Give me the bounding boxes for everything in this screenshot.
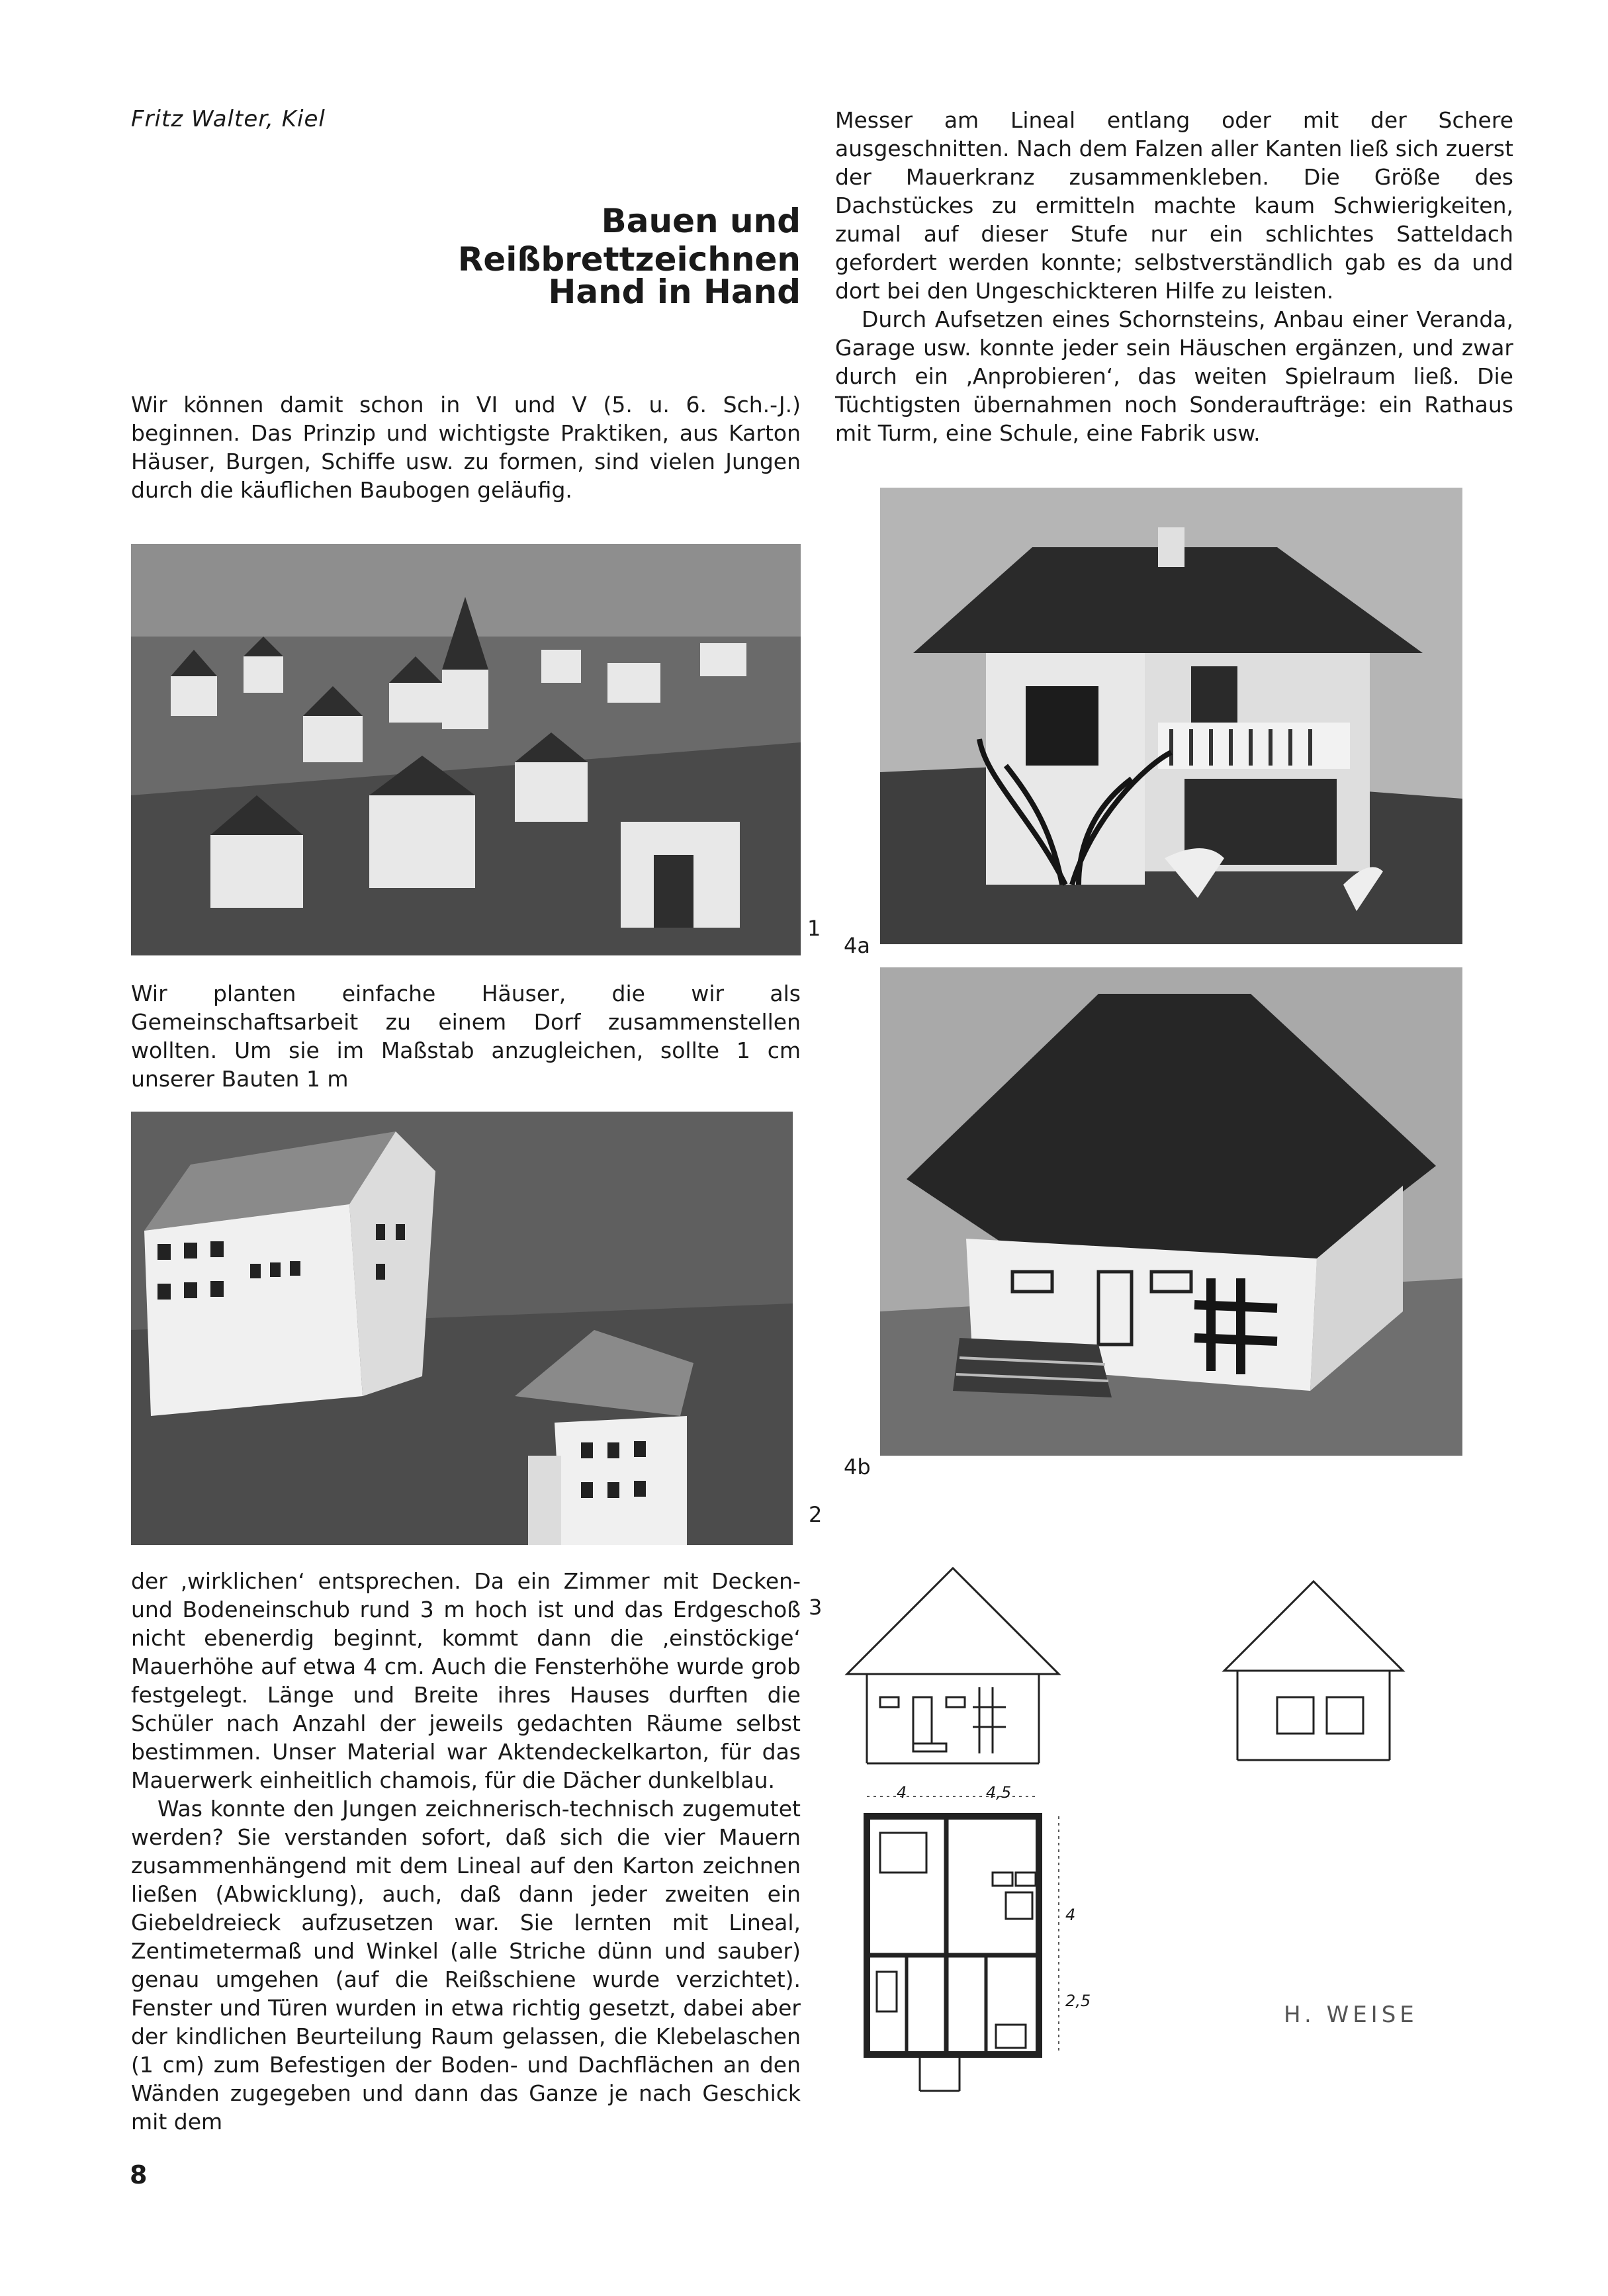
elevation-roof-front: [847, 1568, 1059, 1674]
lower-paragraph-2: Was konnte den Jungen zeichnerisch-technisch zugemutet werden? Sie verstanden sofort, daß sich die vier Mauern zusammenhängend mit dem Lineal auf den Karton zeichnen ließen (Abwicklung), auch, daß dann jeder zweiten ein Giebeldreieck aufzusetzen war. Sie lernten mit Lineal, Zentimetermaß und Winkel (alle Striche dünn und sauber) genau umgehen (auf die Reißschiene wurde verzichtet). Fenster und Türen wurden in etwa richtig gesetzt, dabei aber der kindlichen Beurteilung Raum gelassen, die Klebelaschen (1 cm) zum Befestigen der Boden- und Dachflächen an den Wänden zugegeben und dann das Ganze je nach Geschick mit dem: [131, 1796, 801, 2135]
lower-left-text: [131, 1567, 801, 2136]
figure-label-4a: 4a: [844, 933, 870, 958]
page-number: 8: [130, 2160, 148, 2189]
dimension-width-left: 4: [897, 1783, 907, 1802]
lower-paragraph-1: der ‚wirklichen‘ entsprechen. Da ein Zimmer mit Decken- und Bodeneinschub rund 3 m hoch ist und das Erdgeschoß nicht ebenerdig beginnt, kommt dann die ‚einstöckige‘ Mauerhöhe auf etwa 4 cm. Auch die Fensterhöhe wurde grob festgelegt. Länge und Breite ihres Hauses durften die Schüler nach Anzahl der jeweils gedachten Räume selbst bestimmen. Unser Material war Aktendeckelkarton, für das Mauerwerk einheitlich chamois, für die Dächer dunkelblau.: [131, 1568, 801, 1793]
photo-model-village: [131, 544, 801, 955]
dimension-width-right: 4,5: [986, 1783, 1012, 1802]
photo-4b-hip-roof-house: [880, 967, 1462, 1456]
floor-plan-outline: [867, 1816, 1039, 2054]
dimension-depth-top: 4: [1065, 1906, 1076, 1924]
photo-4a-house-with-veranda: [880, 488, 1462, 944]
right-paragraph-2: Durch Aufsetzen eines Schornsteins, Anbau einer Veranda, Garage usw. konnte jeder sein Häuschen ergänzen, und zwar durch ein ‚Anprobieren‘, das weiten Spielraum ließ. Die Tüchtigsten übernahmen noch Sonderaufträge: ein Rathaus mit Turm, eine Schule, eine Fabrik usw.: [835, 306, 1513, 446]
author-line: Fritz Walter, Kiel: [131, 106, 326, 132]
article-subtitle: Hand in Hand: [548, 273, 801, 311]
drawing-signature: H. WEISE: [1284, 2002, 1418, 2028]
right-column-text: [835, 106, 1513, 447]
article-title: Bauen und Reißbrettzeichnen: [457, 202, 801, 279]
photo-paper-buildings: [131, 1112, 793, 1545]
figure-label-4b: 4b: [844, 1454, 871, 1479]
intro-paragraph: Wir können damit schon in VI und V (5. u. 6. Sch.-J.) beginnen. Das Prinzip und wichtigste Praktiken, aus Karton Häuser, Burgen, Schiffe usw. zu formen, sind vielen Jungen durch die käuflichen Baubogen geläufig.: [131, 392, 801, 503]
middle-paragraph: Wir planten einfache Häuser, die wir als Gemeinschaftsarbeit zu einem Dorf zusammenstellen wollten. Um sie im Maßstab anzugleichen, sollte 1 cm unserer Bauten 1 m: [131, 981, 801, 1092]
figure-label-1: 1: [807, 916, 821, 941]
figure-label-3: 3: [809, 1595, 823, 1620]
technical-drawing: [840, 1562, 1502, 2131]
figure-label-2: 2: [809, 1502, 823, 1527]
dimension-depth-bottom: 2,5: [1065, 1992, 1091, 2010]
elevation-roof-side: [1224, 1581, 1403, 1671]
right-paragraph-1: Messer am Lineal entlang oder mit der Schere ausgeschnitten. Nach dem Falzen aller Kanten ließ sich zuerst der Mauerkranz zusammenkleben. Die Größe des Dachstückes zu ermitteln machte kaum Schwierigkeiten, zumal auf dieser Stufe nur ein schlichtes Satteldach gefordert werden konnte; selbstverständlich gab es da und dort bei den Ungeschickteren Hilfe zu leisten.: [835, 107, 1513, 304]
